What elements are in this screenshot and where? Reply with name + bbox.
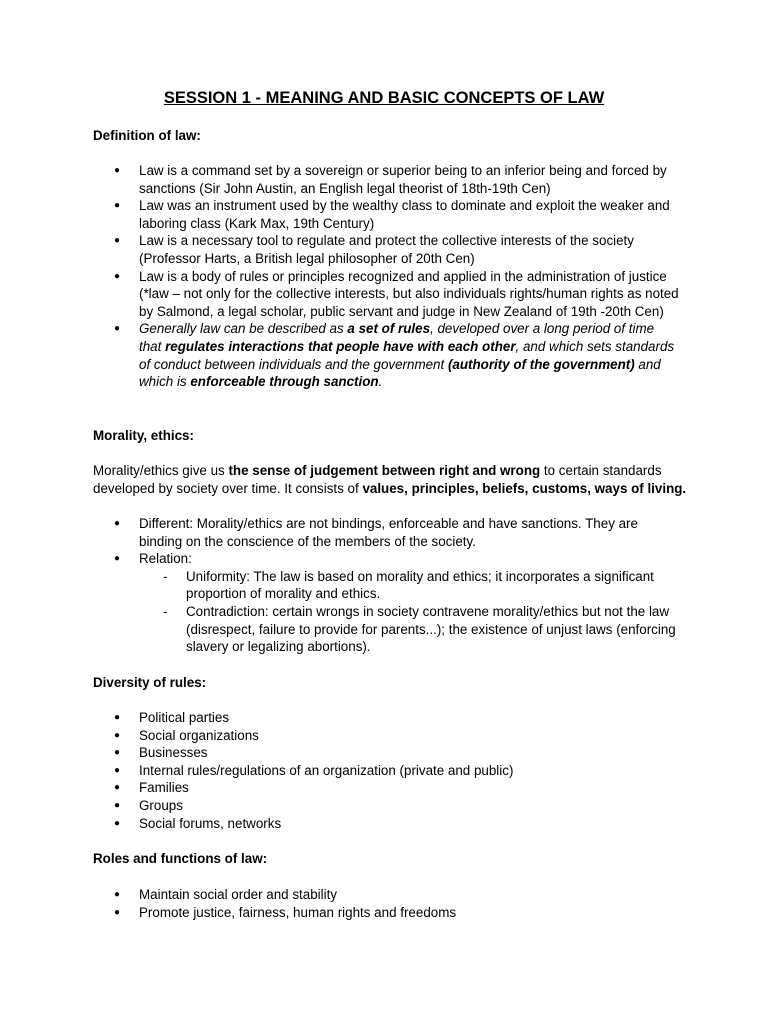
- diversity-list: [0, 709, 768, 832]
- roles-list: [0, 886, 768, 921]
- relation-item-uniformity: - Uniformity: The law is based on morality and ethics; it incorporates a significant proportion of morality and ethics.: [186, 568, 681, 603]
- roles-heading: Roles and functions of law:: [93, 851, 268, 866]
- summary-text: , and which sets standards of conduct between individuals and the government: [139, 338, 675, 372]
- diversity-item: ● Families: [0, 779, 679, 797]
- diversity-item: ● Groups: [0, 797, 679, 815]
- definition-item-3: ● Law is a necessary tool to regulate and protect the collective interests of the society (Professor Harts, a British legal philosopher of 20th Cen): [0, 232, 679, 267]
- summary-text: Generally law can be described as: [139, 321, 348, 337]
- intro-text: to certain standards developed by society over time. It consists of: [93, 463, 662, 496]
- diversity-item: ● Political parties: [0, 709, 679, 727]
- intro-bold: values, principles, beliefs, customs, ways of living.: [362, 480, 687, 496]
- definition-item-2: ● Law was an instrument used by the wealthy class to dominate and exploit the weaker and laboring class (Kark Max, 19th Century): [0, 197, 679, 232]
- relation-list: [139, 568, 679, 656]
- definition-item-4: ● Law is a body of rules or principles recognized and applied in the administration of justice (*law – not only for the collective interests, but also individuals rights/human rights as noted by Salmond, a legal scholar, public servant and judge in New Zealand of 19th -20th Cen): [0, 268, 679, 321]
- diversity-item: ● Businesses: [0, 744, 679, 762]
- morality-list: [0, 515, 768, 656]
- roles-item: ● Maintain social order and stability: [0, 886, 679, 904]
- diversity-heading: Diversity of rules:: [93, 675, 207, 690]
- definition-item-1: ● Law is a command set by a sovereign or superior being to an inferior being and forced by sanctions (Sir John Austin, an English legal theorist of 18th-19th Cen): [0, 162, 679, 197]
- intro-bold: the sense of judgement between right and wrong: [228, 463, 541, 478]
- definition-summary: [0, 320, 679, 390]
- diversity-item: ● Social organizations: [0, 727, 679, 745]
- summary-bold: regulates interactions that people have with each other: [165, 338, 516, 354]
- summary-bold: enforceable through sanction: [190, 374, 379, 390]
- morality-relation: [0, 550, 679, 656]
- summary-text: .: [378, 374, 383, 390]
- roles-item: ● Promote justice, fairness, human rights and freedoms: [0, 904, 679, 922]
- diversity-item: ● Social forums, networks: [0, 815, 679, 833]
- page-title: SESSION 1 - MEANING AND BASIC CONCEPTS OF LAW: [163, 89, 605, 107]
- summary-text: , developed over a long period of time that: [139, 321, 655, 354]
- relation-label: Relation:: [139, 551, 192, 567]
- summary-bold: a set of rules: [347, 321, 431, 337]
- morality-different: ● Different: Morality/ethics are not bindings, enforceable and have sanctions. They are binding on the conscience of the members of the society.: [0, 515, 679, 550]
- summary-bold: (authority of the government): [447, 356, 635, 372]
- morality-heading: Morality, ethics:: [93, 428, 194, 443]
- relation-item-contradiction: - Contradiction: certain wrongs in society contravene morality/ethics but not the law (disrespect, failure to provide for parents...); the existence of unjust laws (enforcing slavery or legalizing abortions).: [186, 603, 681, 656]
- intro-text: Morality/ethics give us: [93, 463, 229, 478]
- definition-list: [0, 162, 768, 391]
- diversity-item: ● Internal rules/regulations of an organization (private and public): [0, 762, 679, 780]
- morality-intro: [93, 462, 693, 497]
- summary-text: and which is: [139, 356, 661, 390]
- definition-heading: Definition of law:: [93, 128, 201, 143]
